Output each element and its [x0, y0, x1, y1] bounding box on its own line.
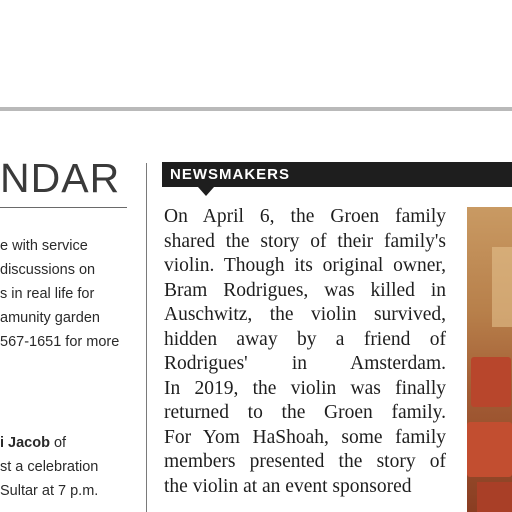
calendar-line-suffix: of — [49, 435, 67, 451]
photo-red-seat — [467, 422, 512, 477]
calendar-name-bold: i Jacob — [0, 435, 50, 451]
calendar-line — [0, 431, 128, 455]
article-line: members presented the story of — [164, 451, 446, 472]
article-line: shared the story of their family's — [164, 230, 446, 252]
top-divider-rule — [0, 107, 512, 111]
calendar-line: e with service — [0, 238, 88, 254]
article-line: returned to the Groen family. — [164, 402, 446, 423]
article-line: On April 6, the Groen family — [164, 206, 446, 227]
calendar-listing-2 — [0, 431, 128, 503]
article-photo — [467, 207, 512, 512]
calendar-column — [0, 150, 128, 512]
calendar-line: Sultar at 7 p.m. — [0, 483, 99, 499]
photo-red-seat — [471, 357, 511, 407]
article-line: Bram Rodrigues, was killed in — [164, 279, 446, 301]
photo-red-seat — [477, 482, 512, 512]
article-line: In 2019, the violin was finally — [164, 377, 446, 399]
newsmakers-header-bar — [162, 162, 512, 187]
calendar-line: discussions on — [0, 262, 96, 278]
calendar-line: amunity garden — [0, 310, 100, 326]
photo-light-area — [492, 247, 512, 327]
calendar-line: st a celebration — [0, 459, 99, 475]
calendar-line: s in real life for — [0, 286, 95, 302]
calendar-heading-rule — [0, 207, 127, 208]
calendar-line: 567-1651 for more — [0, 334, 120, 350]
article-line: the violin at an event sponsored — [164, 475, 412, 497]
newsmakers-article — [164, 205, 446, 499]
article-line: Auschwitz, the violin survived, — [164, 304, 446, 325]
article-line: For Yom HaShoah, some family — [164, 426, 446, 448]
newsmakers-label: NEWSMAKERS — [170, 166, 291, 183]
calendar-heading: NDAR — [0, 155, 121, 201]
calendar-listing-1 — [0, 234, 128, 354]
column-divider — [146, 163, 147, 512]
article-line: Rodrigues' in Amsterdam. — [164, 353, 446, 374]
article-line: violin. Though its original owner, — [164, 255, 446, 276]
article-line: hidden away by a friend of — [164, 328, 446, 350]
header-pointer-icon — [198, 187, 214, 196]
